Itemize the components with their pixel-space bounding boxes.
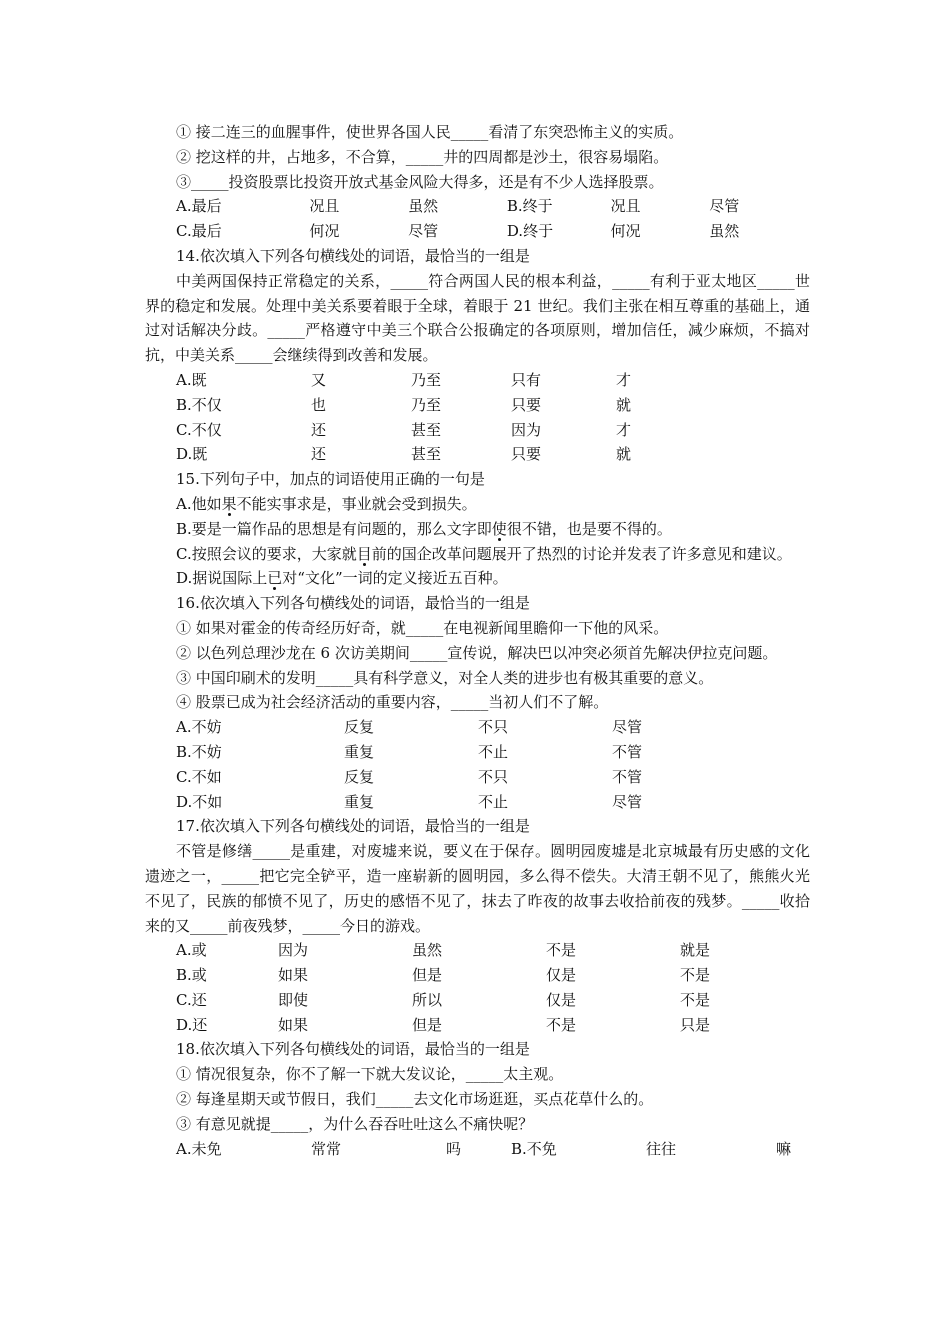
option-cell: 就 [616,445,632,464]
option-cell: 还 [311,420,327,439]
option-cell: 常常 [311,1139,342,1158]
option-cell: 如果 [278,1015,309,1034]
q17-option-d [145,1013,810,1038]
option-cell: 也 [311,395,327,414]
option-cell: 即使 [278,990,309,1009]
q16-sentence-1: ① 如果对霍金的传奇经历好奇，就_____在电视新闻里瞻仰一下他的风采。 [176,618,669,637]
option-cell: 尽管 [408,222,439,241]
text: 不能实事求是，事业就会受到损失。 [236,494,477,513]
q16-sentence-4: ④ 股票已成为社会经济活动的重要内容，_____当初人们不了解。 [176,693,609,712]
q15-option-c [145,542,810,567]
option-cell: 甚至 [411,445,442,464]
text: A.他如 [176,494,222,513]
q16-option-a [145,715,810,740]
option-cell: A.最后 [176,197,222,216]
option-cell: 不止 [478,792,509,811]
q16-option-c [145,765,810,790]
option-cell: 虽然 [709,222,740,241]
option-cell: 就 [616,395,632,414]
option-cell: 甚至 [411,420,442,439]
q17-option-a [145,938,810,963]
emphasis-dot-word: 使 [491,519,507,538]
option-cell: 不管 [612,742,643,761]
q13-options-cd [145,219,810,244]
q14-passage: 中美两国保持正常稳定的关系，_____符合两国人民的根本利益，_____有利于亚太地区_____世界的稳定和发展。处理中美关系要着眼于全球，着眼于 21 世纪。我们主张在相互尊重的基础上，通过对话解决分歧。_____严格遵守中美三个联合公报确定的各项原则，增加信任，减少麻烦，不搞对抗，中美关系_____会继续得到改善和发展。 [145,271,810,365]
q16-option-d [145,790,810,815]
q17-option-c [145,988,810,1013]
option-cell: 不是 [546,941,577,960]
q13-sentence-1: ① 接二连三的血腥事件，使世界各国人民_____看清了东突恐怖主义的实质。 [176,123,684,141]
option-cell: 乃至 [411,370,442,389]
option-cell: 况且 [309,197,340,216]
option-cell: B.终于 [506,197,553,216]
option-cell: 如果 [278,966,309,985]
text: 很不错，也是要不得的。 [506,519,672,538]
option-cell: C.不如 [176,767,222,786]
option-cell: 嘛 [776,1139,792,1158]
option-cell: 只要 [511,445,542,464]
q14-option-b [145,393,810,418]
option-cell: 就是 [680,941,711,960]
option-cell: B.或 [176,966,207,985]
option-cell: 还 [311,445,327,464]
option-cell: 不是 [680,990,711,1009]
q15-stem: 15.下列句子中，加点的词语使用正确的一句是 [176,470,485,489]
option-cell: 况且 [610,197,641,216]
option-cell: 所以 [412,990,443,1009]
q13-options-ab [145,194,810,219]
option-cell: 才 [616,420,632,439]
option-cell: 仅是 [546,966,577,985]
q14-option-d [145,442,810,467]
q14-option-a [145,368,810,393]
option-cell: 不止 [478,742,509,761]
option-cell: 尽管 [709,197,740,216]
q16-stem: 16.依次填入下列各句横线处的词语，最恰当的一组是 [176,594,530,613]
option-cell: 不只 [478,767,509,786]
q17-stem: 17.依次填入下列各句横线处的词语，最恰当的一组是 [176,817,530,836]
q14-option-c [145,418,810,443]
option-cell: 但是 [412,1015,443,1034]
option-cell: D.还 [176,1015,208,1034]
option-cell: C.最后 [176,222,222,241]
text: D.据说国际上 [176,569,268,588]
option-cell: 仅是 [546,990,577,1009]
option-cell: 只要 [511,395,542,414]
option-cell: D.不如 [176,792,223,811]
text: 前的国企改革问题展开了热烈的讨论并发表了许多意见和建议。 [371,544,792,563]
emphasis-dot-word: 目 [356,544,372,563]
q13-sentence-2: ② 挖这样的井，占地多，不合算，_____井的四周都是沙土，很容易塌陷。 [176,147,669,166]
option-cell: 只是 [680,1015,711,1034]
option-cell: A.不妨 [176,718,222,737]
option-cell: A.未免 [176,1139,222,1158]
option-cell: 反复 [344,767,375,786]
option-cell: 重复 [344,742,375,761]
option-cell: 又 [311,370,327,389]
q18-sentence-2: ② 每逢星期天或节假日，我们_____去文化市场逛逛，买点花草什么的。 [176,1090,654,1109]
text: C.按照会议的要求，大家就 [176,544,357,563]
q18-stem: 18.依次填入下列各句横线处的词语，最恰当的一组是 [176,1040,530,1059]
option-cell: B.不免 [511,1139,557,1158]
option-cell: 重复 [344,792,375,811]
option-cell: 不是 [546,1015,577,1034]
emphasis-dot-word: 果 [221,494,237,513]
option-cell: 虽然 [408,197,439,216]
option-cell: 何况 [610,222,641,241]
option-cell: 吗 [446,1139,462,1158]
option-cell: 不是 [680,966,711,985]
option-cell: D.终于 [506,222,554,241]
q14-stem: 14.依次填入下列各句横线处的词语，最恰当的一组是 [176,246,530,265]
option-cell: 尽管 [612,792,643,811]
option-cell: 虽然 [412,941,443,960]
option-cell: 尽管 [612,718,643,737]
option-cell: 不只 [478,718,509,737]
option-cell: D.既 [176,445,208,464]
option-cell: 何况 [309,222,340,241]
q16-sentence-3: ③ 中国印刷术的发明_____具有科学意义，对全人类的进步也有极其重要的意义。 [176,668,714,687]
option-cell: C.不仅 [176,420,222,439]
document-page [145,120,810,1161]
option-cell: B.不妨 [176,742,222,761]
option-cell: A.或 [176,941,207,960]
option-cell: 因为 [278,941,309,960]
q17-passage: 不管是修缮_____是重建，对废墟来说，要义在于保存。圆明园废墟是北京城最有历史感的文化遗迹之一，_____把它完全铲平，造一座崭新的圆明园，多么得不偿失。大清王朝不见了，熊熊火光不见了，民族的郁愤不见了，历史的感悟不见了，抹去了昨夜的故事去收拾前夜的残梦。_____收拾来的又_____前夜残梦，_____今日的游戏。 [145,842,810,935]
text: 对“文化”一词的定义接近五百种。 [282,569,508,588]
option-cell: 不管 [612,767,643,786]
q18-options-ab [145,1137,810,1162]
option-cell: B.不仅 [176,395,222,414]
q18-sentence-3: ③ 有意见就提_____，为什么吞吞吐吐这么不痛快呢？ [176,1114,534,1133]
q15-option-d [145,566,810,591]
option-cell: A.既 [176,370,207,389]
option-cell: 反复 [344,718,375,737]
text: B.要是一篇作品的思想是有问题的，那么文字即 [176,519,492,538]
q16-option-b [145,740,810,765]
option-cell: 但是 [412,966,443,985]
option-cell: 因为 [511,420,542,439]
option-cell: 只有 [511,370,542,389]
q18-sentence-1: ① 情况很复杂，你不了解一下就大发议论，_____太主观。 [176,1065,564,1084]
q15-option-b [145,517,810,542]
q13-sentence-3: ③_____投资股票比投资开放式基金风险大得多，还是有不少人选择股票。 [176,172,664,191]
q15-option-a [145,492,810,517]
emphasis-dot-word: 已 [267,569,283,588]
option-cell: 乃至 [411,395,442,414]
q17-option-b [145,963,810,988]
option-cell: C.还 [176,990,207,1009]
option-cell: 才 [616,370,632,389]
q16-sentence-2: ② 以色列总理沙龙在 6 次访美期间_____宣传说，解决巴以冲突必须首先解决伊拉克问题。 [176,643,778,662]
option-cell: 往往 [646,1139,677,1158]
